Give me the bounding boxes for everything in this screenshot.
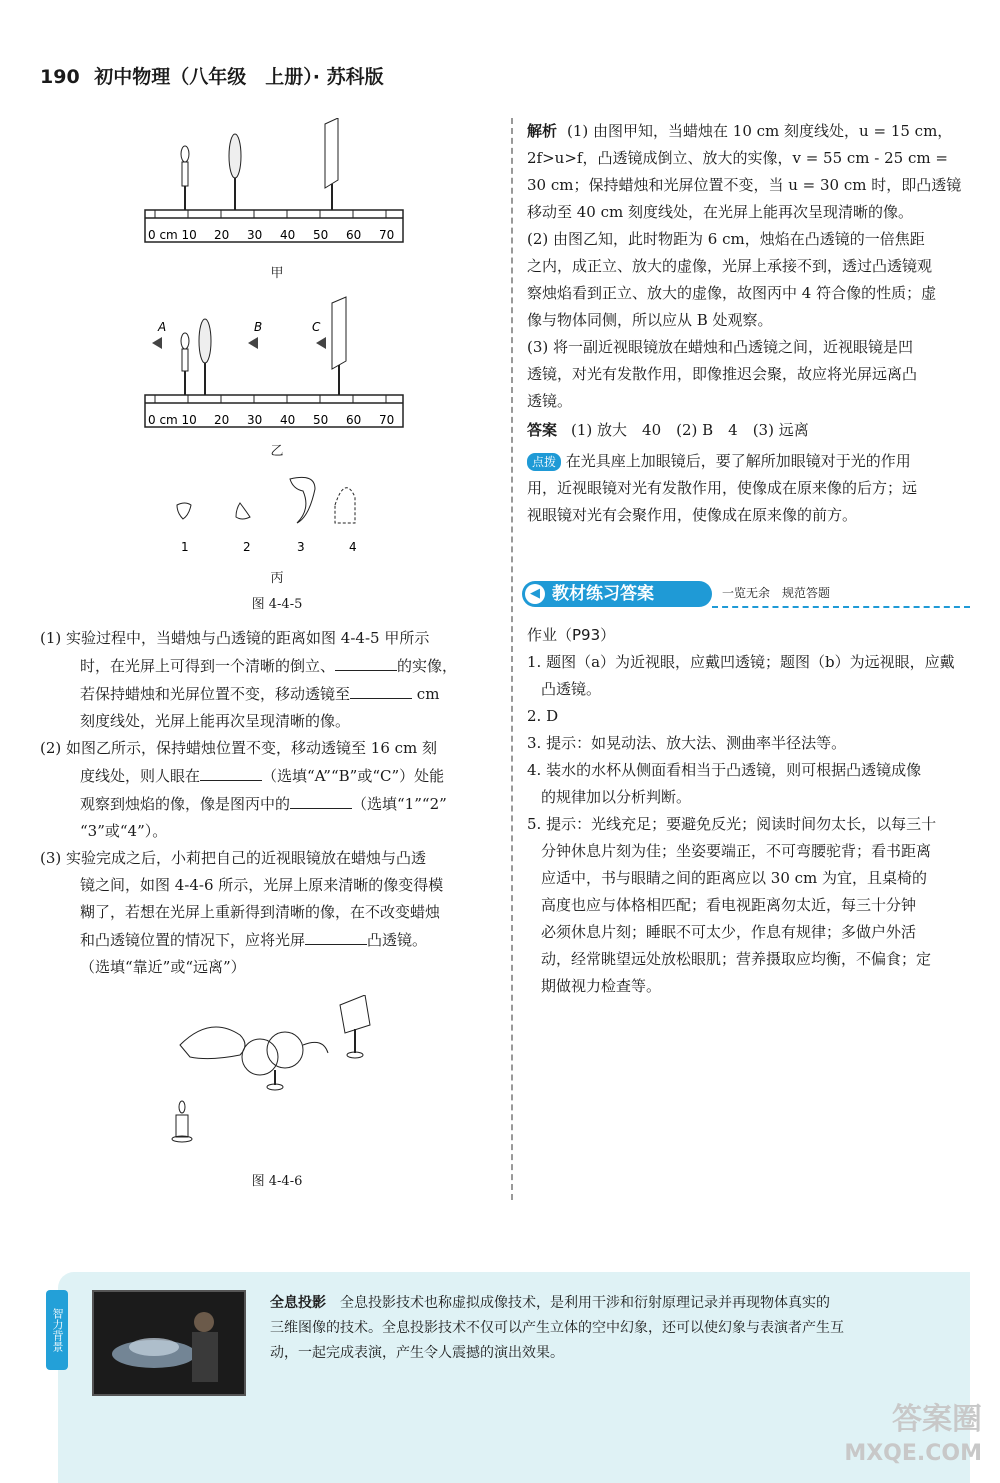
q2-line-a: (2) 如图乙所示，保持蜡烛位置不变，移动透镜至 16 cm 刻 — [40, 739, 438, 757]
ruler-tick-50: 50 — [313, 228, 329, 242]
option-2: 2 — [243, 540, 251, 554]
hw-a5-l7: 期做视力检查等。 — [541, 977, 662, 995]
analysis-line-5: (2) 由图乙知，此时物距为 6 cm，烛焰在凸透镜的一倍焦距 — [527, 230, 925, 248]
option-1: 1 — [181, 540, 189, 554]
q2-line-d: “3”或“4”）。 — [80, 822, 168, 840]
watermark-line-2: MXQE.COM — [844, 1441, 982, 1466]
textbook-answers-banner — [522, 581, 970, 609]
ruler-tick-30: 30 — [247, 413, 263, 427]
caption-fig-445: 图 4-4-5 — [251, 597, 303, 612]
eye-label-a: A — [158, 320, 167, 334]
caption-yi: 乙 — [270, 444, 284, 459]
watermark-line-1: 答案圈 — [892, 1402, 982, 1437]
hw-a5-l2: 分钟休息片刻为佳；坐姿要端正，不可弯腰驼背；看书距离 — [541, 842, 932, 860]
page-number: 190 — [40, 66, 80, 88]
homework-block — [527, 622, 972, 1000]
tip-line-3: 视眼镜对光有会聚作用，使像成在原来像的前方。 — [527, 506, 858, 524]
analysis-block — [527, 118, 972, 529]
banner-divider — [712, 606, 970, 608]
analysis-line-6: 之内，成正立、放大的虚像，光屏上承接不到，透过凸透镜观 — [527, 257, 933, 275]
figure-jia — [140, 118, 410, 252]
hw-a1-l1: 1. 题图（a）为近视眼，应戴凹透镜；题图（b）为远视眼，应戴 — [527, 653, 955, 671]
answer-line: 答案 (1) 放大 40 (2) B 4 (3) 远离 — [527, 421, 809, 439]
q1-line-b: 时，在光屏上可得到一个清晰的倒立、 的实像， — [40, 652, 500, 680]
hw-a1-l2: 凸透镜。 — [541, 680, 602, 698]
analysis-line-11: 透镜。 — [527, 392, 573, 410]
hw-a5-l3: 应适中，书与眼睛之间的距离应以 30 cm 为宜，且桌椅的 — [541, 869, 928, 887]
analysis-line-4: 移动至 40 cm 刻度线处，在光屏上能再次呈现清晰的像。 — [527, 203, 914, 221]
speaker-icon: ◀ — [525, 584, 545, 604]
hologram-text — [270, 1291, 960, 1366]
q3-line-e: （选填“靠近”或“远离”） — [80, 958, 246, 976]
ruler-tick-70: 70 — [379, 228, 395, 242]
q3-line-c: 糊了，若想在光屏上重新得到清晰的像，在不改变蜡烛 — [80, 903, 441, 921]
hw-a3: 3. 提示：如晃动法、放大法、测曲率半径法等。 — [527, 734, 847, 752]
ruler-tick-40: 40 — [280, 228, 296, 242]
ruler-tick-70: 70 — [379, 413, 395, 427]
hw-a4-l2: 的规律加以分析判断。 — [541, 788, 692, 806]
figure-446 — [165, 995, 385, 1159]
ruler-tick-0: 0 cm 10 — [148, 413, 197, 427]
blank-5[interactable] — [305, 926, 367, 945]
hw-a5-l1: 5. 提示：光线充足；要避免反光；阅读时间勿太长，以每三十 — [527, 815, 937, 833]
q1-line-c: 若保持蜡烛和光屏位置不变，移动透镜至 cm — [40, 680, 500, 708]
tip-badge: 点拨 — [527, 453, 561, 471]
ruler-tick-20: 20 — [214, 228, 230, 242]
ruler-tick-0: 0 cm 10 — [148, 228, 197, 242]
analysis-line-3: 30 cm；保持蜡烛和光屏位置不变，当 u = 30 cm 时，即凸透镜 — [527, 176, 962, 194]
hologram-photo — [92, 1290, 246, 1396]
homework-title: 作业（P93） — [527, 626, 616, 644]
hologram-line-2: 三维图像的技术。全息投影技术不仅可以产生立体的空中幻象，还可以使幻象与表演者产生互 — [270, 1320, 844, 1336]
q1-line-a: (1) 实验过程中，当蜡烛与凸透镜的距离如图 4-4-5 甲所示 — [40, 629, 430, 647]
question-block — [40, 625, 500, 981]
analysis-line-1: 解析 (1) 由图甲知，当蜡烛在 10 cm 刻度线处，u = 15 cm， — [527, 122, 953, 140]
hologram-line-1: 全息投影 全息投影技术也称虚拟成像技术，是利用干涉和衍射原理记录并再现物体真实的 — [270, 1295, 830, 1311]
ruler-tick-20: 20 — [214, 413, 230, 427]
banner-pill: ◀ 教材练习答案 — [522, 581, 712, 607]
figure-bing — [165, 475, 375, 564]
hw-a2: 2. D — [527, 707, 559, 725]
caption-bing: 丙 — [270, 571, 284, 586]
ruler-tick-60: 60 — [346, 413, 362, 427]
blank-2[interactable] — [350, 680, 412, 699]
hw-a5-l4: 高度也应与体格相匹配；看电视距离勿太近，每三十分钟 — [541, 896, 917, 914]
banner-subtitle: 一览无余 规范答题 — [722, 586, 831, 600]
side-tab: 智力背景 — [46, 1290, 68, 1370]
book-title: 初中物理（八年级 上册）· 苏科版 — [94, 66, 384, 88]
tip-line-2: 用，近视眼镜对光有发散作用，使像成在原来像的后方；远 — [527, 479, 918, 497]
ruler-tick-40: 40 — [280, 413, 296, 427]
q2-line-b: 度线处，则人眼在 （选填“A”“B”或“C”）处能 — [40, 762, 500, 790]
ruler-tick-30: 30 — [247, 228, 263, 242]
analysis-line-8: 像与物体同侧，所以应从 B 处观察。 — [527, 311, 773, 329]
analysis-line-10: 透镜，对光有发散作用，即像推迟会聚，故应将光屏远离凸 — [527, 365, 918, 383]
analysis-line-7: 察烛焰看到正立、放大的虚像，故图丙中 4 符合像的性质；虚 — [527, 284, 937, 302]
caption-fig-446: 图 4-4-6 — [251, 1174, 303, 1189]
option-4: 4 — [349, 540, 357, 554]
hw-a5-l6: 动，经常眺望远处放松眼肌；营养摄取应均衡，不偏食；定 — [541, 950, 932, 968]
eye-label-b: B — [254, 320, 263, 334]
ruler-tick-50: 50 — [313, 413, 329, 427]
q3-line-d: 和凸透镜位置的情况下，应将光屏 凸透镜。 — [40, 926, 500, 954]
eye-label-c: C — [312, 320, 321, 334]
option-3: 3 — [297, 540, 305, 554]
q3-line-a: (3) 实验完成之后，小莉把自己的近视眼镜放在蜡烛与凸透 — [40, 849, 427, 867]
tip-line-1: 点拨 在光具座上加眼镜后，要了解所加眼镜对于光的作用 — [527, 448, 972, 475]
page-header — [40, 62, 384, 89]
hw-a4-l1: 4. 装水的水杯从侧面看相当于凸透镜，则可根据凸透镜成像 — [527, 761, 922, 779]
q2-line-c: 观察到烛焰的像，像是图丙中的 （选填“1”“2” — [40, 790, 500, 818]
hologram-line-3: 动，一起完成表演，产生令人震撼的演出效果。 — [270, 1345, 564, 1361]
column-divider — [511, 118, 513, 1200]
blank-4[interactable] — [290, 790, 352, 809]
figure-yi — [140, 293, 410, 437]
caption-jia: 甲 — [270, 266, 284, 281]
q1-line-d: 刻度线处，光屏上能再次呈现清晰的像。 — [80, 712, 351, 730]
ruler-tick-60: 60 — [346, 228, 362, 242]
hw-a5-l5: 必须休息片刻；睡眠不可太少，作息有规律；多做户外活 — [541, 923, 917, 941]
analysis-line-2: 2f>u>f，凸透镜成倒立、放大的实像，v = 55 cm - 25 cm = — [527, 149, 948, 167]
q3-line-b: 镜之间，如图 4-4-6 所示，光屏上原来清晰的像变得模 — [80, 876, 444, 894]
blank-1[interactable] — [335, 652, 397, 671]
watermark — [844, 1403, 982, 1471]
analysis-line-9: (3) 将一副近视眼镜放在蜡烛和凸透镜之间，近视眼镜是凹 — [527, 338, 914, 356]
blank-3[interactable] — [200, 762, 262, 781]
